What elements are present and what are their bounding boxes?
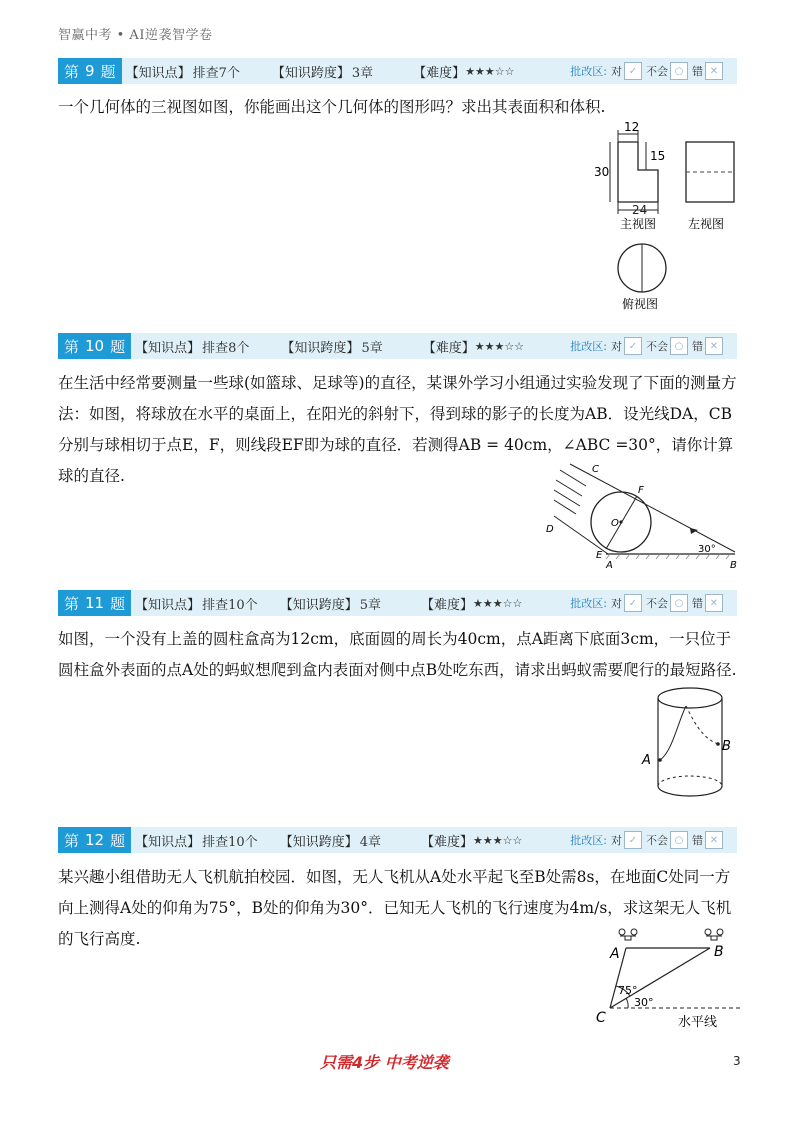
q-suffix: 题 [110, 337, 126, 356]
question-text-11: 如图，一个没有上盖的圆柱盒高为12cm，底面圆的周长为40cm，点A距离下底面3cm，一只位于圆柱盒外表面的点A处的蚂蚁想爬到盒内表面对侧中点B处吃东西，请求出蚂蚁需要爬行的最短路径. [58, 630, 737, 679]
difficulty [421, 594, 522, 613]
question-number-badge [58, 590, 131, 616]
difficulty [413, 62, 514, 81]
question-text-12: 某兴趣小组借助无人飞机航拍校园．如图，无人飞机从A处水平起飞至B处需8s，在地面C处同一方向上测得A处的仰角为75°，B处的仰角为30°．已知无人飞机的飞行速度为4m/s，求这架无人飞机的飞行高度. [58, 868, 732, 948]
ant-path-inner [686, 706, 718, 744]
grading-area [570, 831, 727, 849]
diff-label: 【难度】 [420, 597, 473, 613]
label-B: B [714, 944, 724, 960]
knowledge-points [135, 831, 258, 850]
drone-icon [619, 929, 637, 940]
label-front-view: 主视图 [620, 217, 657, 231]
difficulty [423, 337, 524, 356]
ant-path-outer [660, 706, 686, 760]
q-number: 12 [85, 831, 105, 849]
right-label: 对 [611, 65, 622, 78]
label-C: C [592, 464, 599, 475]
knowledge-span [280, 594, 381, 613]
kp-value: 排查10个 [202, 834, 258, 850]
q-prefix: 第 [64, 594, 80, 613]
span-label: 【知识跨度】 [271, 65, 350, 81]
right-label: 对 [611, 834, 622, 847]
grading-label: 批改区: [570, 834, 607, 847]
figure-drone [590, 924, 750, 1034]
kp-label: 【知识点】 [135, 597, 201, 613]
q-suffix: 题 [110, 594, 126, 613]
wrong-label: 错 [692, 834, 703, 847]
question-number-badge [58, 827, 131, 853]
grading-area [570, 594, 727, 612]
kp-label: 【知识点】 [125, 65, 191, 81]
question-header-9 [58, 58, 737, 84]
grading-label: 批改区: [570, 597, 607, 610]
question-text-10: 在生活中经常要测量一些球(如篮球、足球等)的直径，某课外学习小组通过实验发现了下面的测量方法：如图，将球放在水平的桌面上，在阳光的斜射下，得到球的影子的长度为AB．设光线DA，CB分别与球相切于点E，F，则线段EF即为球的直径．若测得AB = 40cm，∠ABC =30°，请你计算球的直径. [58, 374, 737, 485]
kp-value: 排查10个 [202, 597, 258, 613]
wrong-checkbox[interactable]: ✕ [705, 62, 723, 80]
cylinder-top [658, 688, 722, 708]
knowledge-span [281, 337, 382, 356]
wrong-checkbox[interactable]: ✕ [705, 831, 723, 849]
dim-bottom: 24 [632, 203, 648, 217]
grading-area [570, 62, 727, 80]
q-number: 11 [85, 594, 105, 612]
right-checkbox[interactable]: ✓ [624, 337, 642, 355]
right-checkbox[interactable]: ✓ [624, 831, 642, 849]
label-angle-30: 30° [698, 544, 716, 555]
wrong-label: 错 [692, 65, 703, 78]
unsure-checkbox[interactable]: ○ [670, 594, 688, 612]
figure-cylinder [636, 682, 746, 804]
cylinder-bottom-back [658, 776, 722, 786]
difficulty-stars: ★★★☆☆ [465, 64, 515, 78]
kp-value: 排查7个 [192, 65, 240, 81]
question-text-9: 一个几何体的三视图如图，你能画出这个几何体的图形吗？求出其表面积和体积. [58, 98, 606, 116]
label-D: D [546, 524, 554, 535]
label-top-view: 俯视图 [622, 297, 659, 311]
label-angle-75: 75° [618, 984, 638, 997]
unsure-label: 不会 [646, 834, 668, 847]
dim-right: 15 [650, 149, 666, 163]
q-suffix: 题 [110, 831, 126, 850]
unsure-label: 不会 [646, 65, 668, 78]
label-E: E [596, 550, 603, 561]
label-horizon: 水平线 [678, 1015, 718, 1030]
grading-area [570, 337, 727, 355]
knowledge-points [126, 62, 240, 81]
knowledge-span [280, 831, 381, 850]
footer-logo: 只需4步 中考逆袭 [320, 1053, 449, 1072]
difficulty [421, 831, 522, 850]
span-value: 4章 [359, 834, 381, 850]
question-number-badge [58, 58, 122, 84]
difficulty-stars: ★★★☆☆ [473, 833, 523, 847]
right-label: 对 [611, 340, 622, 353]
knowledge-points [135, 594, 258, 613]
wrong-label: 错 [692, 597, 703, 610]
span-value: 5章 [359, 597, 381, 613]
figure-ball-shadow [540, 456, 745, 571]
knowledge-span [272, 62, 373, 81]
right-checkbox[interactable]: ✓ [624, 594, 642, 612]
unsure-checkbox[interactable]: ○ [670, 62, 688, 80]
kp-label: 【知识点】 [135, 834, 201, 850]
unsure-label: 不会 [646, 340, 668, 353]
figure-three-views [590, 118, 750, 318]
label-A: A [610, 946, 620, 962]
knowledge-points [135, 337, 249, 356]
cylinder-bottom-front [658, 786, 722, 796]
running-header: 智赢中考 • AI逆袭智学卷 [58, 28, 213, 43]
label-C: C [596, 1010, 606, 1026]
drone-icon [705, 929, 723, 940]
segment-BC [610, 948, 710, 1008]
q-suffix: 题 [100, 62, 116, 81]
diff-label: 【难度】 [420, 834, 473, 850]
wrong-checkbox[interactable]: ✕ [705, 594, 723, 612]
label-A: A [642, 753, 651, 768]
label-F: F [638, 485, 644, 496]
right-label: 对 [611, 597, 622, 610]
question-header-11 [58, 590, 737, 616]
wrong-label: 错 [692, 340, 703, 353]
label-O: O [611, 518, 619, 529]
diff-label: 【难度】 [422, 340, 475, 356]
span-label: 【知识跨度】 [279, 597, 358, 613]
label-side-view: 左视图 [688, 217, 725, 231]
q-prefix: 第 [64, 62, 80, 81]
label-B: B [722, 739, 731, 754]
q-prefix: 第 [64, 337, 80, 356]
difficulty-stars: ★★★☆☆ [474, 339, 525, 353]
span-value: 3章 [351, 65, 374, 81]
grading-label: 批改区: [570, 340, 607, 353]
dim-top: 12 [624, 120, 640, 134]
unsure-label: 不会 [646, 597, 668, 610]
q-number: 9 [85, 62, 95, 80]
grading-label: 批改区: [570, 65, 607, 78]
q-prefix: 第 [64, 831, 80, 850]
kp-label: 【知识点】 [135, 340, 201, 356]
unsure-checkbox[interactable]: ○ [670, 831, 688, 849]
q-number: 10 [85, 337, 105, 355]
label-angle-30: 30° [634, 996, 654, 1009]
span-label: 【知识跨度】 [279, 834, 358, 850]
span-label: 【知识跨度】 [281, 340, 360, 356]
difficulty-stars: ★★★☆☆ [473, 596, 523, 610]
right-checkbox[interactable]: ✓ [624, 62, 642, 80]
question-header-10 [58, 333, 737, 359]
question-number-badge [58, 333, 131, 359]
unsure-checkbox[interactable]: ○ [670, 337, 688, 355]
span-value: 5章 [361, 340, 383, 356]
diff-label: 【难度】 [413, 65, 466, 81]
ray-DA [554, 516, 608, 554]
dim-left: 30 [594, 165, 610, 179]
kp-value: 排查8个 [202, 340, 250, 356]
label-A: A [606, 560, 613, 571]
question-header-12 [58, 827, 737, 853]
wrong-checkbox[interactable]: ✕ [705, 337, 723, 355]
label-B: B [730, 560, 737, 571]
page-number: 3 [733, 1054, 741, 1068]
